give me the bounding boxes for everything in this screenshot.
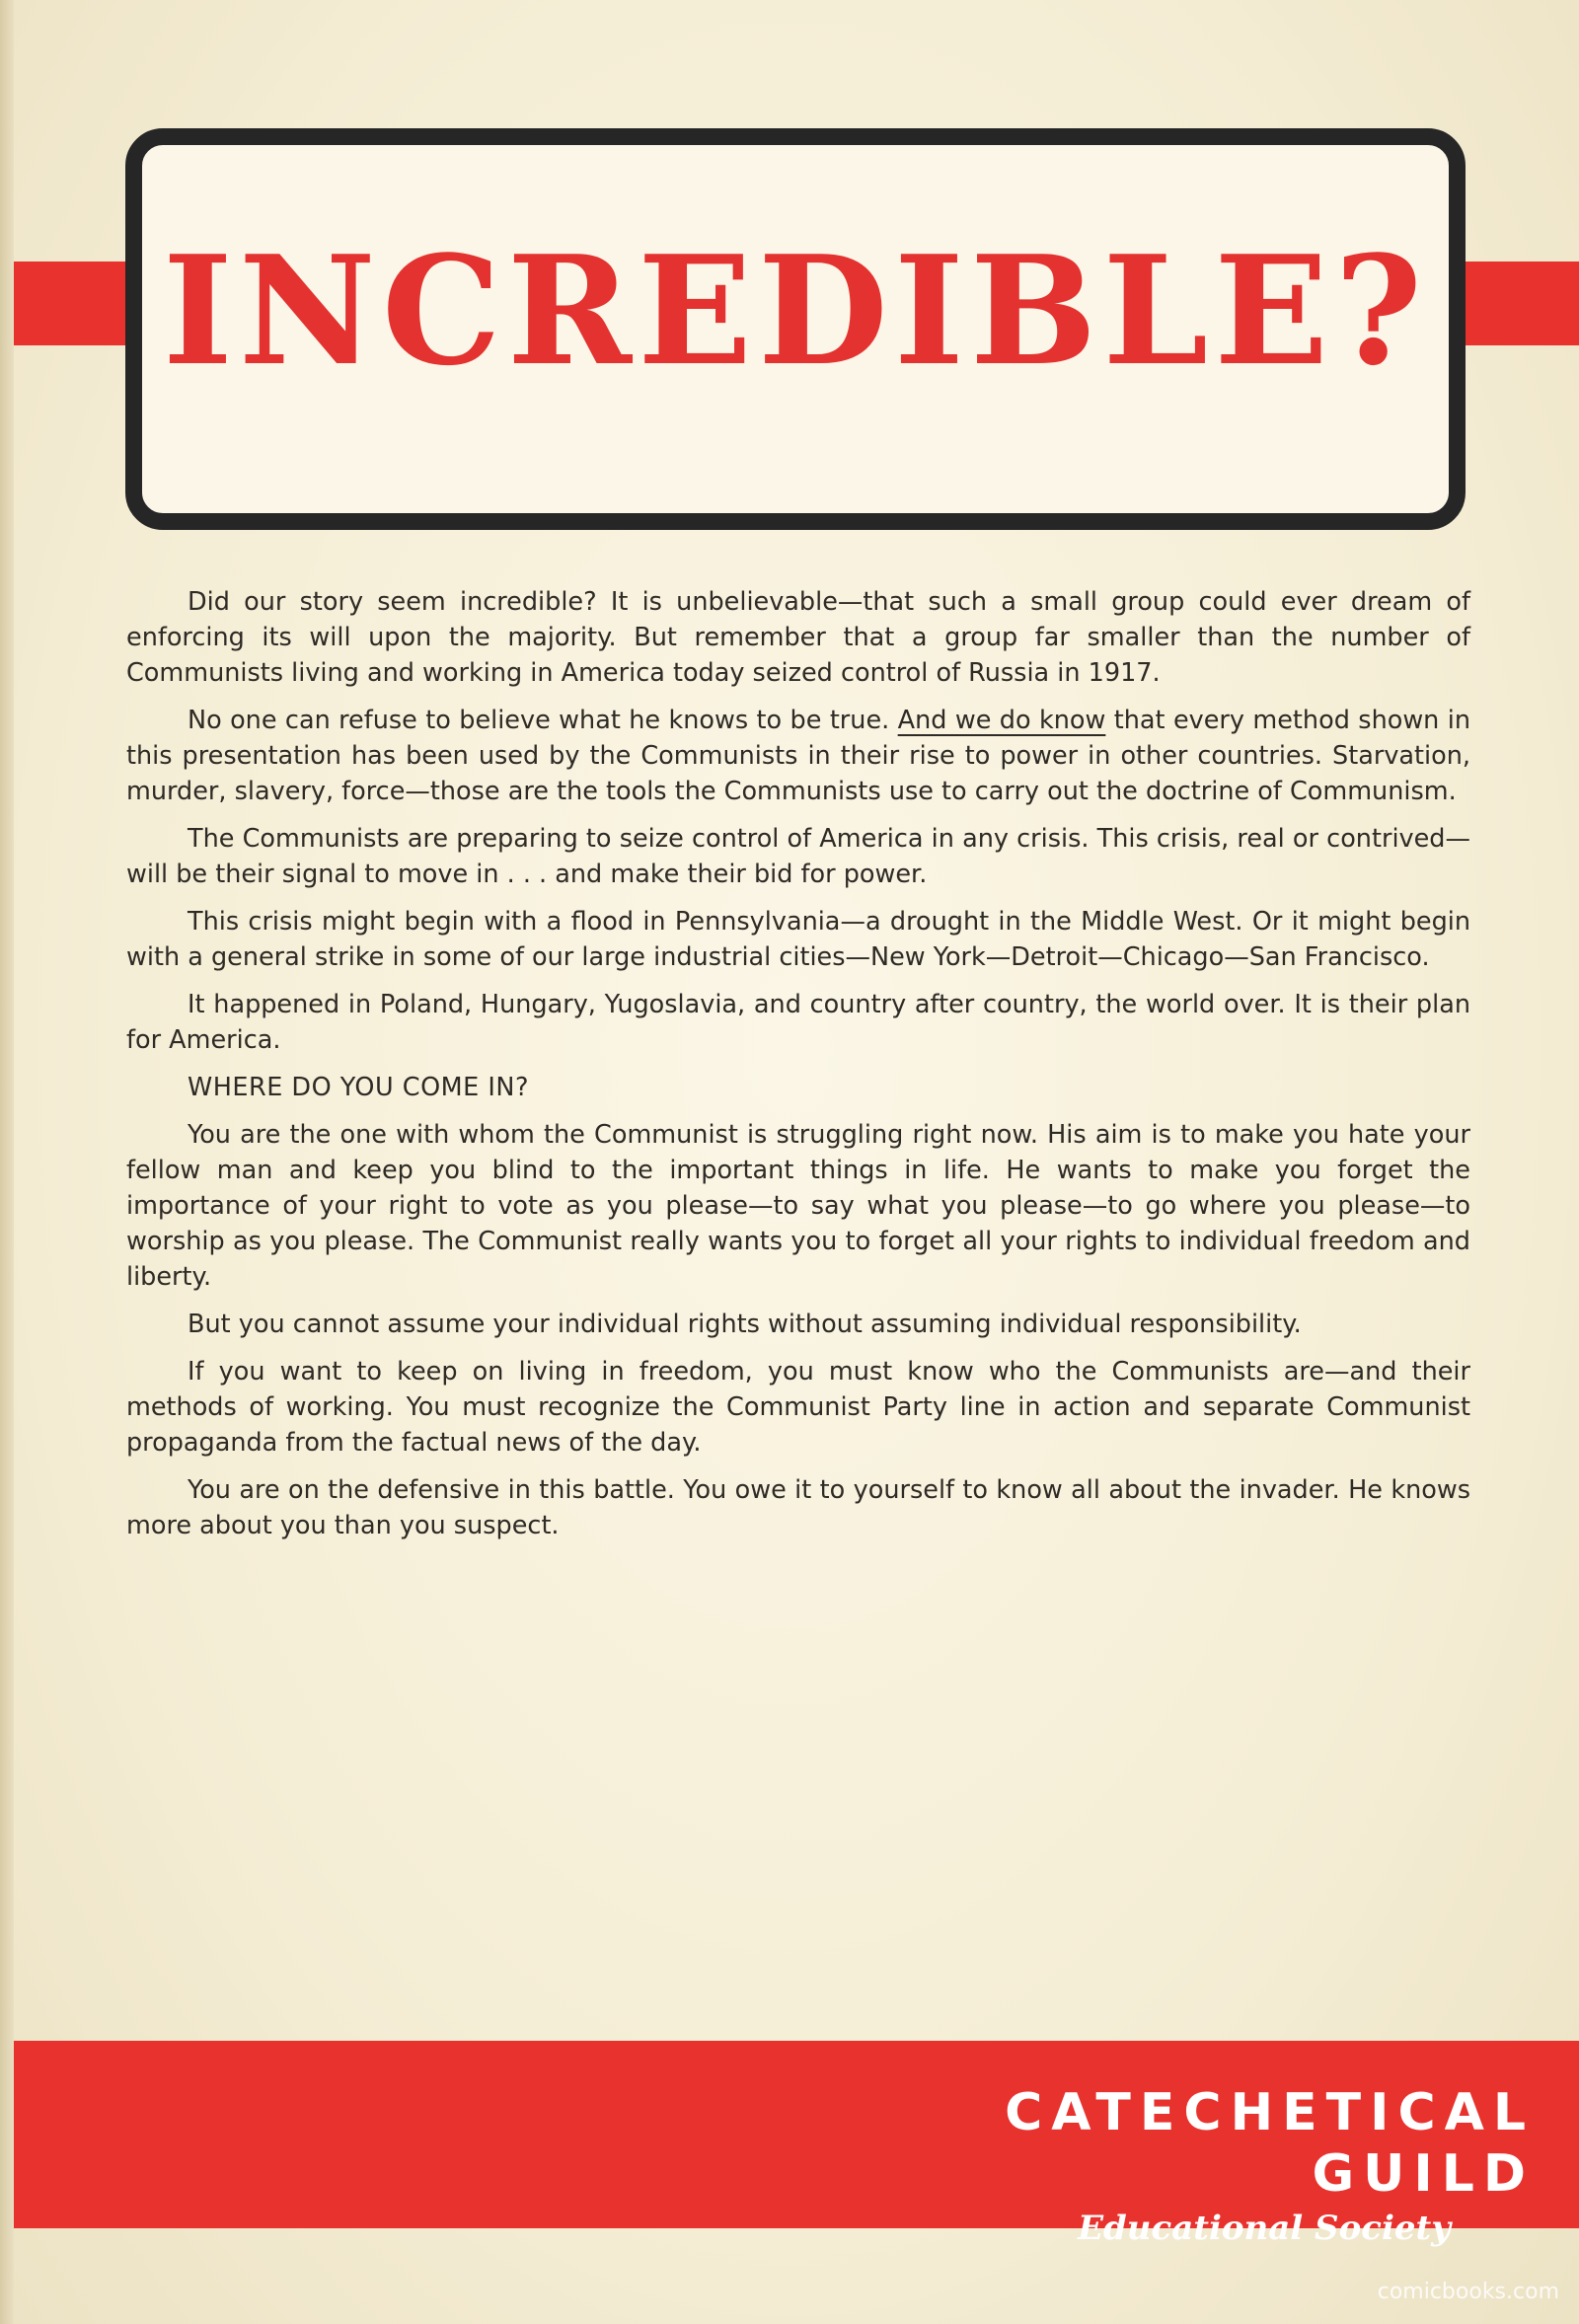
publisher-name: CATECHETICAL GUILD [1005,2083,1535,2204]
paragraph-2 [126,703,1470,809]
paragraph-5: It happened in Poland, Hungary, Yugoslavia, and country after country, the world over. It is their plan for America. [126,990,1470,1055]
title-box [125,128,1466,530]
section-heading: WHERE DO YOU COME IN? [188,1073,529,1102]
page-binding-edge [0,0,14,2324]
page-title: INCREDIBLE? [162,221,1429,399]
paragraph-4: This crisis might begin with a flood in Pennsylvania—a drought in the Middle West. Or it might begin with a general strike in some of our large industrial cities—New York—Detroit—Chicago—San Francisco. [126,907,1470,972]
underlined-phrase: And we do know [897,706,1106,735]
paragraph-3: The Communists are preparing to seize control of America in any crisis. This crisis, real or contrived—will be their signal to move in . . . and make their bid for power. [126,824,1470,889]
paragraph-2-start: No one can refuse to believe what he knows to be true. [188,706,898,735]
publisher-subtitle: Educational Society [1078,2209,1451,2248]
publisher-logo [923,2082,1535,2252]
paragraph-2-end: that every method shown in this presentation has been used by the Communists in their rise to power in other countries. Starvation, murder, slavery, force—those are the tools the Communists use to carry out the doctrine of Communism. [126,706,1470,806]
paragraph-9: You are on the defensive in this battle. You owe it to yourself to know all about the invader. He knows more about you than you suspect. [126,1475,1470,1540]
paragraph-6: You are the one with whom the Communist is struggling right now. His aim is to make you hate your fellow man and keep you blind to the important things in life. He wants to make you forget the importance of your right to vote as you please—to say what you please—to go where you please—to worship as you please. The Communist really wants you to forget all your rights to individual freedom and liberty. [126,1120,1470,1292]
paragraph-8: If you want to keep on living in freedom, you must know who the Communists are—and their methods of working. You must recognize the Communist Party line in action and separate Communist propaganda from the factual news of the day. [126,1357,1470,1458]
site-watermark: comicbooks.com [1377,2280,1559,2304]
article-body [126,584,1470,1555]
paragraph-1: Did our story seem incredible? It is unbelievable—that such a small group could ever dream of enforcing its will upon the majority. But remember that a group far smaller than the number of Communists living and working in America today seized control of Russia in 1917. [126,587,1470,688]
paragraph-7: But you cannot assume your individual rights without assuming individual responsibility. [188,1310,1302,1339]
